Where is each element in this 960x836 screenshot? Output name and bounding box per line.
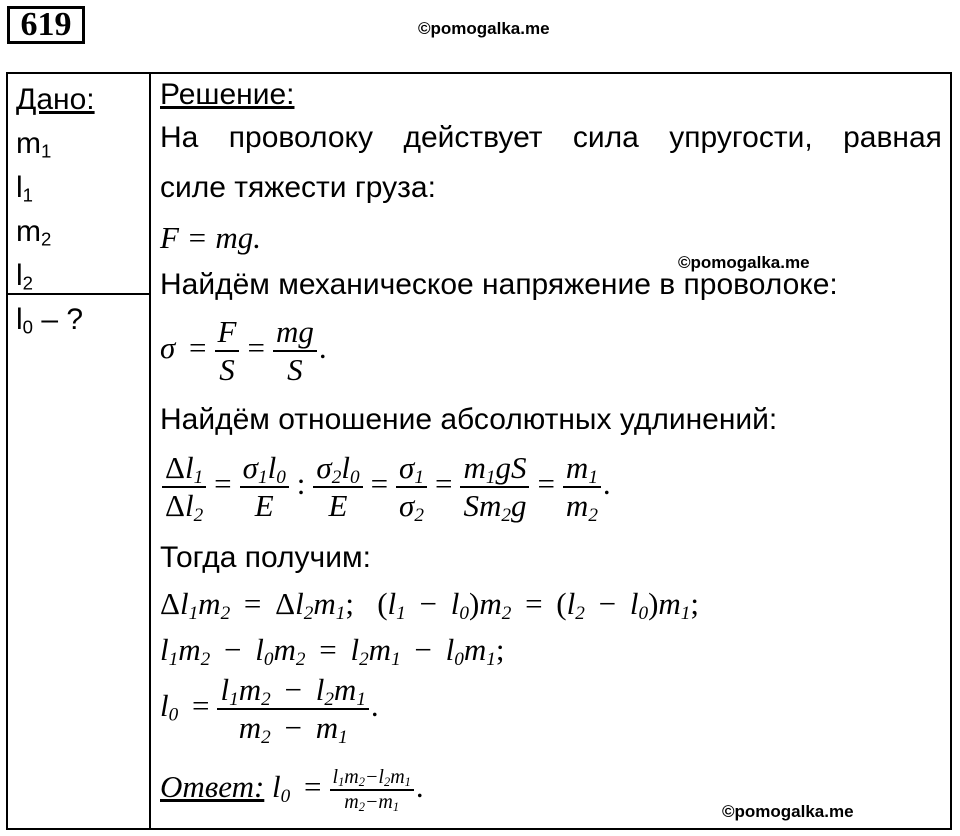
solution-line-5: Тогда получим: [160, 541, 371, 574]
given-item-m1: $m_1$ [16, 127, 52, 162]
watermark-bottom: ©pomogalka.me [722, 802, 854, 821]
answer-label: Ответ: [160, 769, 265, 805]
column-divider [149, 72, 151, 830]
watermark-middle: ©pomogalka.me [678, 253, 810, 272]
equation-ratio: $\frac{\Delta l_1}{\Delta l_2}$ = $\frac{\sigma_1l_0}{E}$ : $\frac{\sigma_2l_0}{E}$ = $\frac{\sigma_1}{\sigma_2}$ = $\frac{m_1gS}{Sm_2g}$ = $\frac{m_1}{m_2}$ . [160, 450, 611, 523]
given-header-label: Дано: [16, 83, 95, 116]
solution-line-3: Найдём механическое напряжение в проволоке: [160, 268, 838, 301]
given-item-l1: $l_1$ [16, 171, 34, 206]
solution-line-1: На проволоку действует сила упругости, равная [160, 121, 942, 154]
problem-number: 619 [7, 6, 85, 44]
answer: Ответ: $l_0$ = $\frac{l_1m_2-l_2m_1}{m_2-m_1}$ . [160, 766, 424, 815]
equation-expanded: $l_1m_2 - l_0m_2 = l_2m_1 - l_0m_1$; [160, 632, 505, 670]
equation-elongation: $\Delta l_1m_2 = \Delta l_2m_1$; $(l_1 - l_0)m_2 = (l_2 - l_0)m_1$; [160, 586, 700, 624]
given-item-l2: $l_2$ [16, 259, 34, 294]
given-item-m2: $m_2$ [16, 215, 52, 250]
equation-l0: $l_0$ = $\frac{l_1m_2 - l_2m_1}{m_2 - m_1}$ . [160, 672, 379, 748]
equation-force: F = mg. [160, 220, 261, 255]
solution-line-4: Найдём отношение абсолютных удлинений: [160, 403, 778, 436]
find-l0: $l_0$ – ? [16, 303, 84, 338]
watermark-top: ©pomogalka.me [418, 19, 550, 38]
given-header [16, 78, 95, 122]
equation-stress: σ = $\frac{F}{S}$ = $\frac{mg}{S}$ . [160, 314, 327, 387]
solution-header: Решение: [160, 78, 295, 111]
solution-line-2: силе тяжести груза: [160, 171, 436, 204]
